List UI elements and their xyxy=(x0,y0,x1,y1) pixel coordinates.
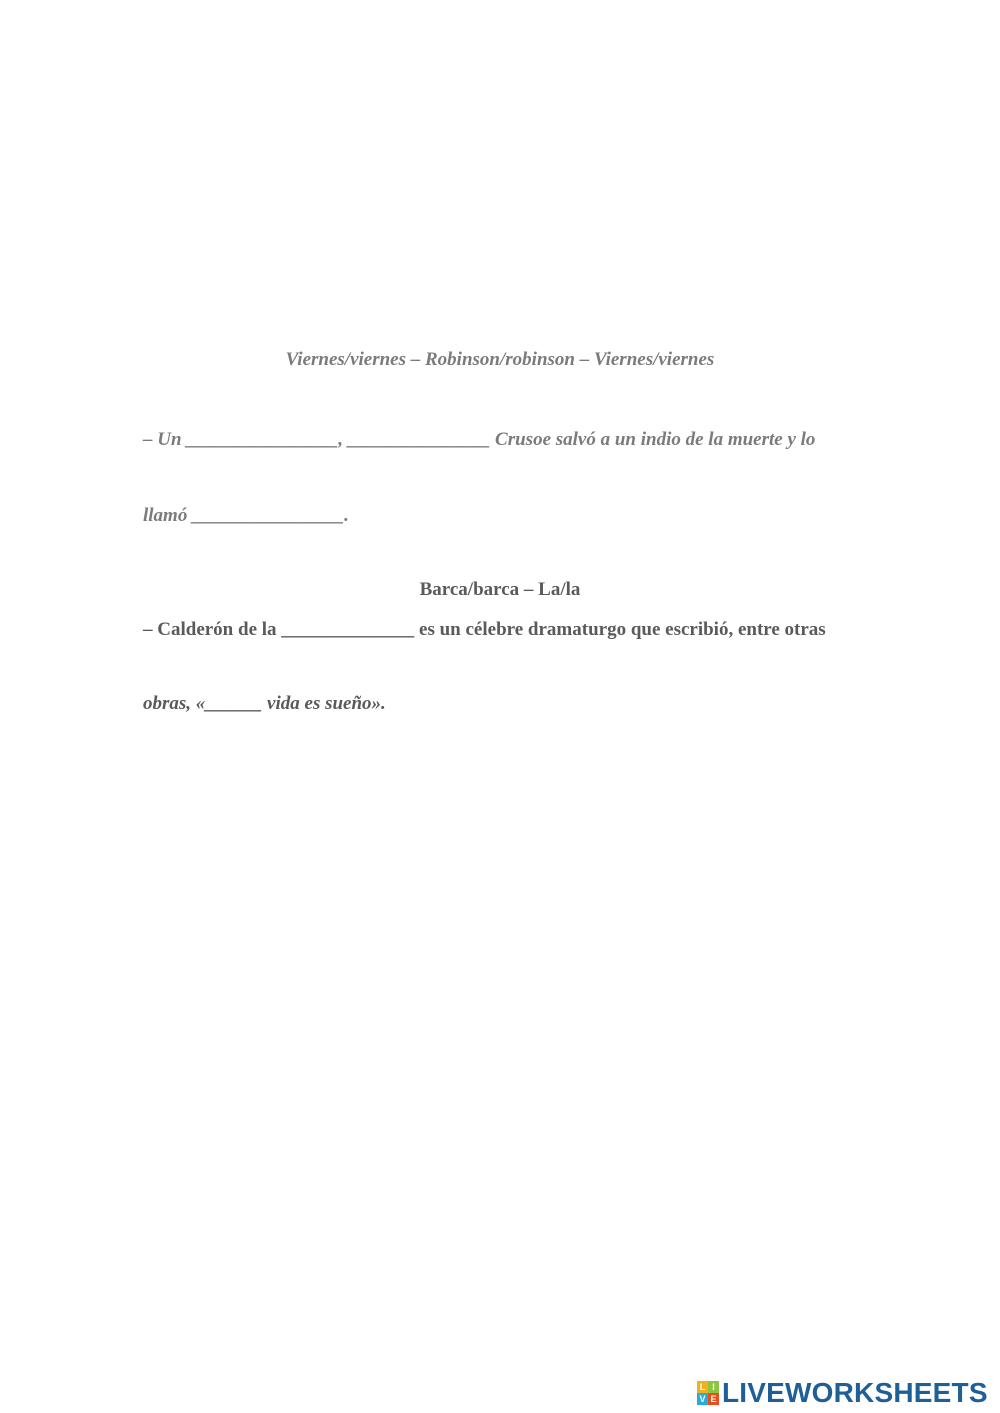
exercise1-line2 xyxy=(143,504,349,528)
liveworksheets-logo xyxy=(697,1378,988,1408)
exercise1-line1 xyxy=(143,428,815,452)
exercise2-line2-suffix: vida es sueño». xyxy=(262,693,386,714)
exercise2-line1-prefix: – Calderón de la xyxy=(143,619,282,640)
logo-letter-e: E xyxy=(708,1393,719,1405)
exercise1-line2-suffix: . xyxy=(344,505,349,526)
exercise1-line2-prefix: llamó xyxy=(143,505,193,526)
blank-1[interactable]: ________________ xyxy=(186,429,339,450)
word-bank-1: Viernes/viernes – Robinson/robinson – Viernes/viernes xyxy=(285,349,715,370)
exercise1-line1-separator: , xyxy=(338,429,348,450)
exercise2-line1 xyxy=(143,618,826,642)
word-bank-2: Barca/barca – La/la xyxy=(419,579,581,600)
liveworksheets-wordmark: LIVEWORKSHEETS xyxy=(722,1377,988,1408)
exercise2-line1-suffix: es un célebre dramaturgo que escribió, entre otras xyxy=(414,619,826,640)
exercise1-line1-prefix: – Un xyxy=(143,429,187,450)
blank-3[interactable]: ________________ xyxy=(192,505,345,526)
logo-letter-i: I xyxy=(708,1381,719,1393)
blank-2[interactable]: _______________ xyxy=(347,429,491,450)
blank-4[interactable]: ______________ xyxy=(281,619,415,640)
blank-5[interactable]: ______ xyxy=(205,693,263,714)
exercise1-line1-suffix: Crusoe salvó a un indio de la muerte y lo xyxy=(490,429,816,450)
exercise2-line2 xyxy=(143,692,386,716)
exercise2-line2-prefix: obras, « xyxy=(143,693,206,714)
liveworksheets-logo-icon xyxy=(697,1381,719,1405)
logo-letter-l: L xyxy=(697,1381,708,1393)
logo-letter-v: V xyxy=(697,1393,708,1405)
